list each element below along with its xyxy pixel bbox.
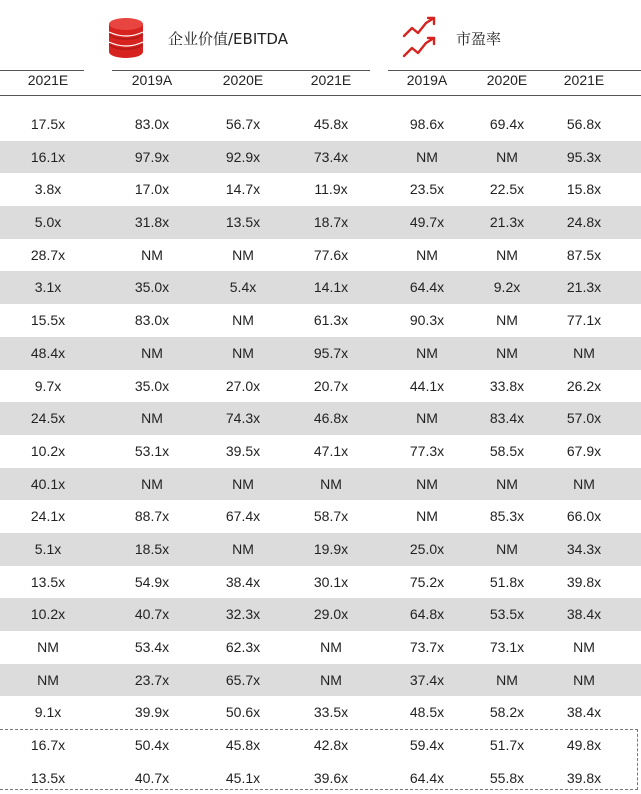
table-cell: 34.3x (566, 540, 602, 557)
table-cell: NM (141, 246, 163, 263)
table-cell: 14.1x (313, 279, 349, 296)
col-header: 2019A (131, 72, 173, 88)
table-cell: 88.7x (134, 508, 170, 525)
table-row (0, 173, 641, 206)
table-cell: NM (232, 246, 254, 263)
table-cell: NM (496, 148, 518, 165)
table-cell: 3.8x (34, 181, 62, 198)
table-cell: 39.5x (225, 442, 261, 459)
table-cell: NM (496, 246, 518, 263)
table-row (0, 631, 641, 664)
table-cell: 77.3x (409, 442, 445, 459)
table-cell: 40.7x (134, 606, 170, 623)
table-cell: 48.5x (409, 704, 445, 721)
table-cell: 98.6x (409, 116, 445, 132)
table-cell: 59.4x (409, 737, 445, 754)
col-header: 2021E (27, 72, 69, 88)
col-header: 2020E (222, 72, 264, 88)
table-cell: NM (320, 671, 342, 688)
table-cell: 46.8x (313, 410, 349, 427)
table-cell: NM (573, 671, 595, 688)
table-cell: 54.9x (134, 573, 170, 590)
table-cell: 56.8x (566, 116, 602, 132)
table-cell: 9.1x (34, 704, 62, 721)
table-cell: NM (416, 148, 438, 165)
table-cell: 19.9x (313, 540, 349, 557)
table-cell: 38.4x (566, 606, 602, 623)
table-cell: 14.7x (225, 181, 261, 198)
table-cell: 64.8x (409, 606, 445, 623)
table-cell: 64.4x (409, 279, 445, 296)
table-cell: 15.8x (566, 181, 602, 198)
table-cell: 77.1x (566, 312, 602, 329)
table-cell: NM (232, 344, 254, 361)
header-rule-left (0, 70, 84, 71)
table-cell: 97.9x (134, 148, 170, 165)
table-cell: 45.8x (225, 737, 261, 754)
table-cell: 38.4x (566, 704, 602, 721)
table-cell: NM (496, 475, 518, 492)
table-cell: NM (573, 639, 595, 655)
table-cell: 13.5x (225, 214, 261, 231)
table-cell: NM (496, 312, 518, 329)
table-cell: 51.7x (489, 737, 525, 754)
table-row (0, 141, 641, 174)
stacked-coins-icon (106, 14, 146, 60)
table-cell: 73.4x (313, 148, 349, 165)
table-cell: 17.5x (30, 116, 66, 132)
table-cell: 50.4x (134, 737, 170, 754)
table-row (0, 271, 641, 304)
table-cell: 3.1x (34, 279, 62, 296)
table-cell: 53.1x (134, 442, 170, 459)
table-cell: 64.4x (409, 769, 445, 786)
table-cell: 62.3x (225, 639, 261, 655)
table-cell: 44.1x (409, 377, 445, 394)
table-cell: 15.5x (30, 312, 66, 329)
table-cell: 23.5x (409, 181, 445, 198)
col-header: 2019A (406, 72, 448, 88)
table-cell: 66.0x (566, 508, 602, 525)
table-cell: 42.8x (313, 737, 349, 754)
table-row (0, 370, 641, 403)
table-cell: 73.7x (409, 639, 445, 655)
table-cell: 5.0x (34, 214, 62, 231)
table-cell: 29.0x (313, 606, 349, 623)
summary-rows-box (0, 729, 638, 790)
table-cell: 27.0x (225, 377, 261, 394)
table-cell: 48.4x (30, 344, 66, 361)
table-cell: NM (496, 671, 518, 688)
table-cell: 39.8x (566, 573, 602, 590)
header-rule-pe (388, 70, 641, 71)
table-row (0, 304, 641, 337)
table-cell: NM (232, 475, 254, 492)
table-cell: 45.1x (225, 769, 261, 786)
table-cell: 16.7x (30, 737, 66, 754)
table-cell: 83.0x (134, 312, 170, 329)
table-cell: NM (416, 246, 438, 263)
table-row (0, 337, 641, 370)
table-cell: 13.5x (30, 573, 66, 590)
table-cell: 95.7x (313, 344, 349, 361)
table-cell: NM (37, 639, 59, 655)
data-table (0, 108, 641, 794)
table-cell: 24.8x (566, 214, 602, 231)
table-row (0, 239, 641, 272)
trend-arrows-icon (400, 14, 440, 60)
table-cell: NM (416, 410, 438, 427)
ev-ebitda-title: 企业价值/EBITDA (168, 30, 288, 48)
table-cell: 11.9x (314, 181, 348, 198)
pe-title: 市盈率 (456, 30, 502, 48)
table-cell: NM (232, 540, 254, 557)
table-cell: 75.2x (409, 573, 445, 590)
table-cell: 5.4x (229, 279, 257, 296)
table-cell: 92.9x (225, 148, 261, 165)
table-cell: 87.5x (566, 246, 602, 263)
table-row (0, 664, 641, 697)
table-cell: 51.8x (489, 573, 525, 590)
table-cell: 50.6x (225, 704, 261, 721)
table-cell: NM (496, 540, 518, 557)
col-header: 2020E (486, 72, 528, 88)
table-cell: NM (37, 671, 59, 688)
table-cell: 83.0x (134, 116, 170, 132)
table-cell: 39.6x (313, 769, 349, 786)
table-cell: NM (141, 344, 163, 361)
table-cell: 24.1x (30, 508, 66, 525)
table-cell: 40.1x (30, 475, 66, 492)
table-row (0, 468, 641, 501)
table-row (0, 533, 641, 566)
table-cell: 67.9x (566, 442, 602, 459)
table-cell: 18.7x (313, 214, 349, 231)
table-row (0, 206, 641, 239)
table-cell: 18.5x (134, 540, 170, 557)
col-header: 2021E (310, 72, 352, 88)
table-cell: 5.1x (34, 540, 62, 557)
table-cell: 21.3x (489, 214, 525, 231)
table-cell: 37.4x (409, 671, 445, 688)
table-cell: 31.8x (134, 214, 170, 231)
table-cell: 45.8x (313, 116, 349, 132)
table-cell: NM (416, 344, 438, 361)
table-cell: 20.7x (313, 377, 349, 394)
table-cell: 10.2x (30, 606, 66, 623)
table-cell: NM (416, 475, 438, 492)
table-cell: 35.0x (134, 377, 170, 394)
table-cell: 39.9x (134, 704, 170, 721)
table-cell: 90.3x (409, 312, 445, 329)
table-cell: 25.0x (409, 540, 445, 557)
table-cell: 58.5x (489, 442, 525, 459)
table-cell: 9.7x (34, 377, 62, 394)
table-cell: 23.7x (134, 671, 170, 688)
table-row (0, 566, 641, 599)
header-bottom-rule (0, 95, 641, 96)
table-cell: 16.1x (30, 148, 66, 165)
table-cell: 32.3x (225, 606, 261, 623)
table-cell: 17.0x (134, 181, 170, 198)
table-cell: 56.7x (225, 116, 261, 132)
table-cell: 65.7x (225, 671, 261, 688)
table-row (0, 435, 641, 468)
table-row (0, 500, 641, 533)
table-cell: 38.4x (225, 573, 261, 590)
table-cell: 10.2x (30, 442, 66, 459)
table-cell: NM (141, 410, 163, 427)
table-cell: NM (496, 344, 518, 361)
header-rule-ev (112, 70, 370, 71)
table-cell: 61.3x (313, 312, 349, 329)
table-cell: 73.1x (489, 639, 525, 655)
table-cell: NM (573, 475, 595, 492)
table-cell: 30.1x (313, 573, 349, 590)
table-header (0, 0, 641, 100)
table-cell: NM (320, 475, 342, 492)
table-cell: 85.3x (489, 508, 525, 525)
table-cell: 47.1x (313, 442, 349, 459)
table-cell: 67.4x (225, 508, 261, 525)
table-cell: 95.3x (566, 148, 602, 165)
table-cell: 83.4x (489, 410, 525, 427)
col-header: 2021E (563, 72, 605, 88)
table-cell: 74.3x (225, 410, 261, 427)
table-cell: 69.4x (489, 116, 525, 132)
table-cell: 22.5x (489, 181, 525, 198)
table-row (0, 108, 641, 141)
table-cell: NM (232, 312, 254, 329)
table-cell: 24.5x (30, 410, 66, 427)
table-row (0, 696, 641, 729)
table-cell: 33.5x (313, 704, 349, 721)
table-cell: 35.0x (134, 279, 170, 296)
table-cell: 53.5x (489, 606, 525, 623)
table-cell: 57.0x (566, 410, 602, 427)
table-cell: 21.3x (566, 279, 602, 296)
table-cell: 40.7x (134, 769, 170, 786)
table-cell: NM (141, 475, 163, 492)
table-cell: 49.7x (409, 214, 445, 231)
table-cell: NM (416, 508, 438, 525)
table-cell: 77.6x (313, 246, 349, 263)
table-cell: 13.5x (30, 769, 66, 786)
table-cell: 58.2x (489, 704, 525, 721)
table-row (0, 598, 641, 631)
table-cell: NM (573, 344, 595, 361)
table-cell: 49.8x (566, 737, 602, 754)
table-cell: 53.4x (134, 639, 170, 655)
table-cell: 33.8x (489, 377, 525, 394)
table-row (0, 402, 641, 435)
table-cell: 9.2x (493, 279, 521, 296)
table-cell: 28.7x (30, 246, 66, 263)
table-cell: 58.7x (313, 508, 349, 525)
table-cell: 26.2x (566, 377, 602, 394)
table-cell: NM (320, 639, 342, 655)
table-cell: 39.8x (566, 769, 602, 786)
table-cell: 55.8x (489, 769, 525, 786)
